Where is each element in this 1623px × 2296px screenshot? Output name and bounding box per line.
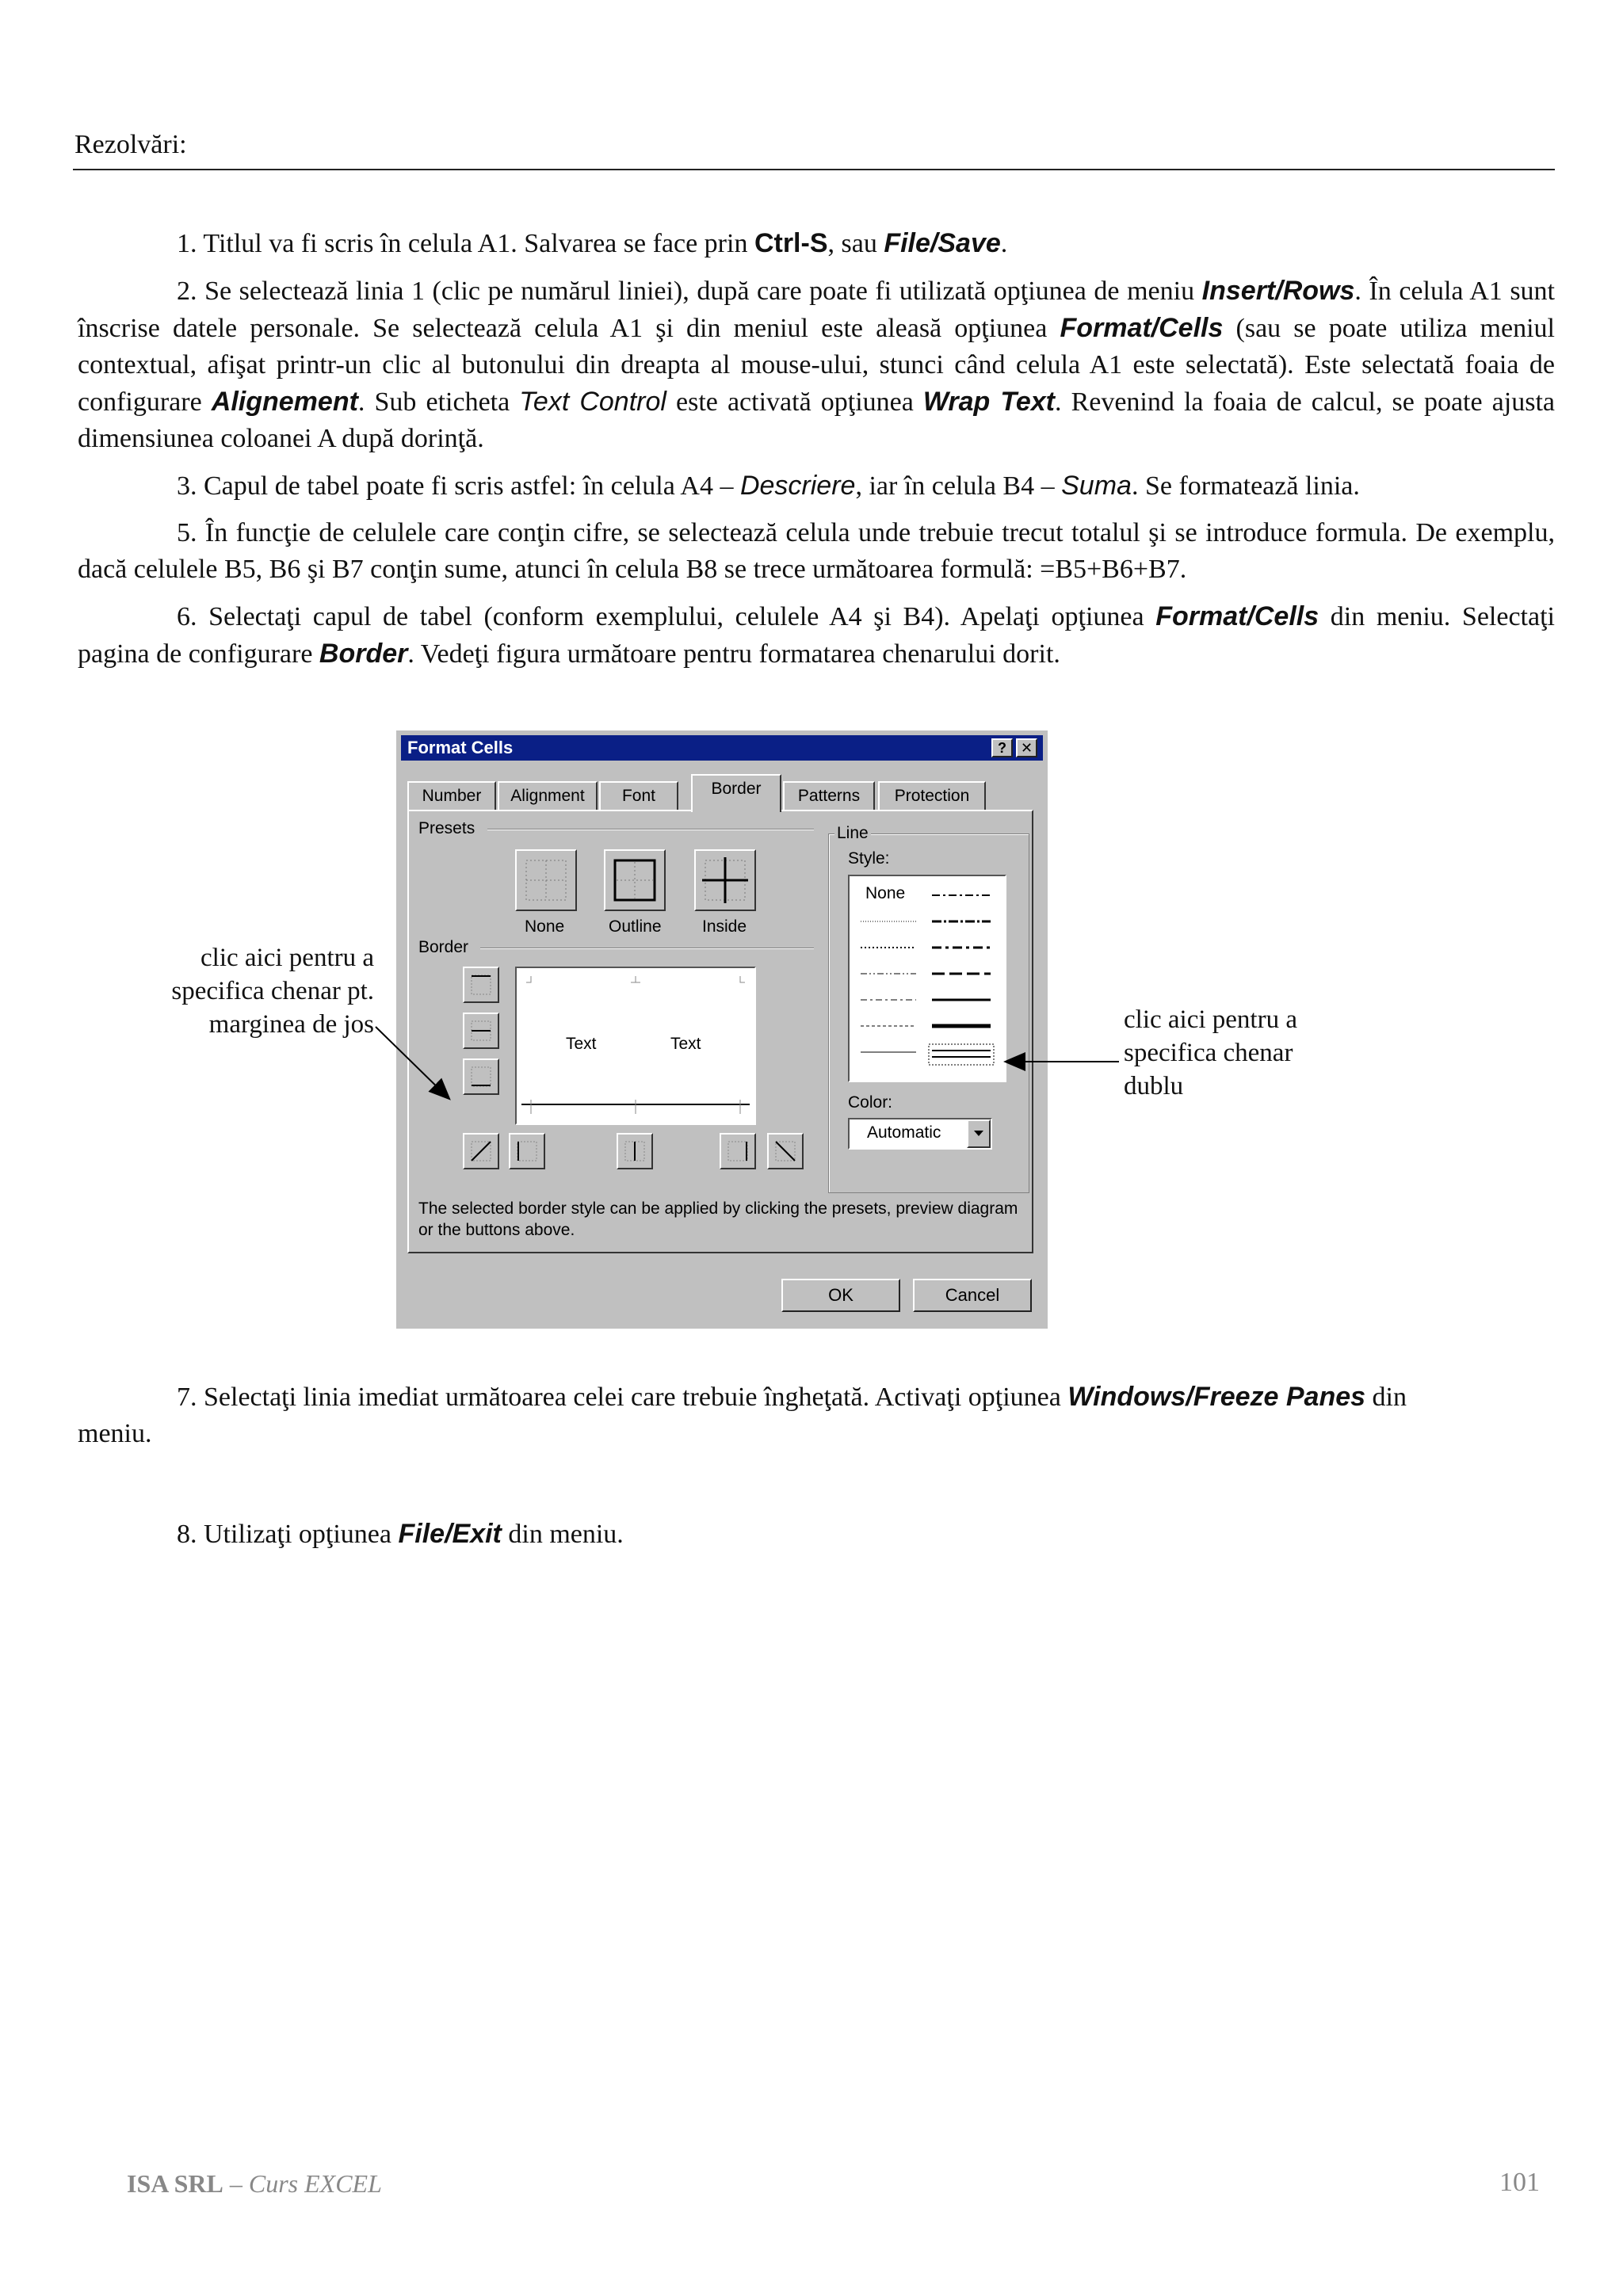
presets-divider (487, 829, 814, 830)
dialog-titlebar (401, 735, 1043, 761)
style-label: Style: (848, 849, 890, 868)
tab-border[interactable]: Border (691, 774, 781, 812)
border-bottom-icon (464, 1060, 498, 1093)
preview-text-1: Text (566, 1035, 597, 1053)
line-label: Line (834, 824, 871, 843)
chevron-down-icon[interactable] (967, 1119, 991, 1148)
diagonal-up-icon (464, 1135, 498, 1168)
annotation-right (1124, 1003, 1297, 1103)
preset-inside-icon (696, 851, 754, 910)
preset-inside-button[interactable] (694, 849, 756, 911)
presets-label: Presets (418, 819, 475, 837)
border-middle-icon (464, 1014, 498, 1047)
border-middle-button[interactable] (463, 1013, 499, 1049)
annotation-right-line-3: dublu (1124, 1072, 1184, 1100)
border-top-button[interactable] (463, 967, 499, 1003)
preset-outline-button[interactable] (604, 849, 666, 911)
cancel-button[interactable]: Cancel (913, 1279, 1032, 1312)
preset-outline-label: Outline (609, 917, 662, 936)
text-body (78, 225, 1555, 683)
paragraph-5: 5. În funcţie de celulele care conţin cifre, se selectează celula unde trebuie trecut totalul şi se introduce formula. De exemplu, dacă celulele B5, B6 şi B7 conţin sume, atunci în celula B8 se trece următoarea formulă: =B5+B6+B7. (78, 518, 1555, 584)
paragraph-1: 1. Titlul va fi scris în celula A1. Salvarea se face prin Ctrl-S, sau File/Save. (177, 228, 1008, 258)
tab-patterns[interactable]: Patterns (783, 781, 875, 811)
annotation-left (158, 941, 374, 1041)
color-dropdown[interactable] (848, 1118, 992, 1150)
border-top-icon (464, 968, 498, 1001)
preview-guides (517, 968, 754, 1123)
style-none-label: None (865, 884, 906, 902)
border-divider (480, 948, 814, 949)
preset-outline-icon (605, 851, 664, 910)
page-header: Rezolvări: (74, 130, 187, 159)
preview-text-2: Text (670, 1035, 701, 1053)
tab-font[interactable]: Font (599, 781, 678, 811)
border-diagonal-up-button[interactable] (463, 1133, 499, 1169)
annotation-right-line-2: specifica chenar (1124, 1039, 1293, 1067)
annotation-left-line-2: specifica chenar pt. (171, 977, 374, 1005)
border-right-icon (721, 1135, 754, 1168)
annotation-left-line-3: marginea de jos (208, 1010, 374, 1039)
annotation-left-line-1: clic aici pentru a (200, 944, 374, 972)
border-left-icon (510, 1135, 544, 1168)
paragraph-3: 3. Capul de tabel poate fi scris astfel: în celula A4 – Descriere, iar în celula B4 – Suma. Se formatează linia. (177, 471, 1360, 501)
line-style-swatches[interactable] (850, 876, 1005, 1081)
border-center-button[interactable] (617, 1133, 653, 1169)
tab-number[interactable]: Number (407, 781, 496, 811)
preset-none-button[interactable] (515, 849, 577, 911)
format-cells-dialog (396, 730, 1048, 1329)
annotation-right-line-1: clic aici pentru a (1124, 1005, 1297, 1034)
help-button[interactable]: ? (991, 738, 1013, 757)
line-style-list[interactable] (848, 875, 1006, 1082)
tab-protection[interactable]: Protection (878, 781, 986, 811)
paragraph-6: 6. Selectaţi capul de tabel (conform exemplului, celulele A4 şi B4). Apelaţi opţiunea Format/Cells din meniu. Selectaţi pagina de configurare Border. Vedeţi figura următoare pentru formatarea chenarului dorit. (78, 601, 1555, 669)
border-right-button[interactable] (720, 1133, 756, 1169)
color-label: Color: (848, 1093, 893, 1112)
page-number: 101 (1499, 2168, 1540, 2197)
hint-text: The selected border style can be applied by clicking the presets, preview diagram or the buttons above. (418, 1199, 1018, 1239)
dropdown-arrow-icon (968, 1121, 989, 1146)
border-left-button[interactable] (509, 1133, 545, 1169)
close-button[interactable]: ✕ (1016, 738, 1037, 757)
border-bottom-button[interactable] (463, 1058, 499, 1095)
color-value: Automatic (867, 1123, 941, 1142)
border-center-icon (618, 1135, 651, 1168)
border-preview[interactable] (515, 967, 756, 1125)
preset-none-label: None (525, 917, 565, 936)
ok-button[interactable]: OK (781, 1279, 900, 1312)
paragraph-8: 8. Utilizaţi opţiunea File/Exit din meniu. (177, 1519, 624, 1549)
border-diagonal-down-button[interactable] (767, 1133, 804, 1169)
dialog-title: Format Cells (407, 738, 514, 757)
paragraph-7: 7. Selectaţi linia imediat următoarea celei care trebuie îngheţată. Activaţi opţiunea Windows/Freeze Panes din meniu. (78, 1382, 1407, 1448)
preset-inside-label: Inside (702, 917, 747, 936)
preset-none-icon (517, 851, 575, 910)
header-rule (73, 169, 1555, 170)
tab-alignment[interactable]: Alignment (498, 781, 598, 811)
paragraph-2: 2. Se selectează linia 1 (clic pe numărul liniei), după care poate fi utilizată opţiunea de meniu Insert/Rows. În celula A1 sunt înscrise datele personale. Se selectează celula A1 şi din meniul este aleasă opţiunea Format/Cells (sau se poate utiliza meniul contextual, afişat printr-un clic al butonului din dreapta al mouse-ului, stunci când celula A1 este selectată). Este selectată foaia de configurare Alignement. Sub eticheta Text Control este activată opţiunea Wrap Text. Revenind la foaia de calcul, se poate ajusta dimensiunea coloanei A după dorinţă. (78, 276, 1556, 453)
footer-course: ISA SRL – Curs EXCEL (127, 2169, 382, 2198)
diagonal-down-icon (769, 1135, 802, 1168)
border-label: Border (418, 938, 469, 956)
